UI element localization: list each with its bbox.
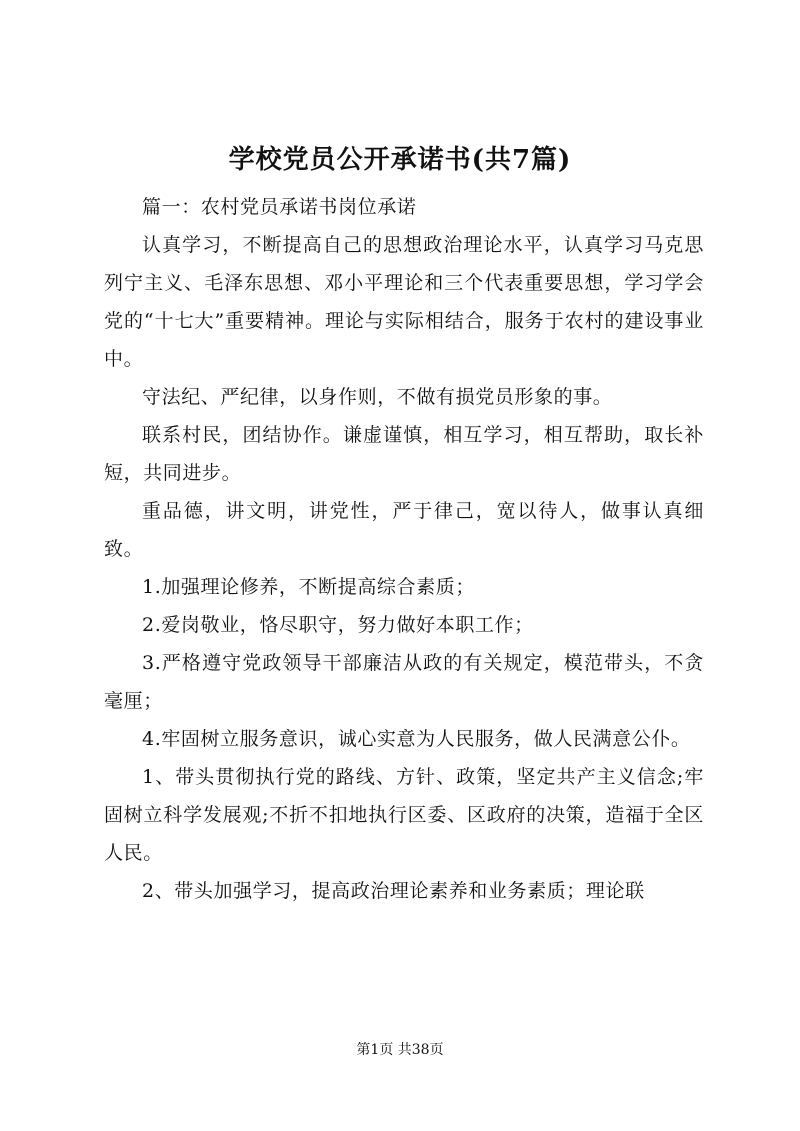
document-title: 学校党员公开承诺书(共7篇): [228, 145, 572, 175]
list-item-4: 4.牢固树立服务意识，诚心实意为人民服务，做人民满意公仆。: [142, 728, 691, 750]
section-heading: 篇一：农村党员承诺书岗位承诺: [142, 196, 417, 218]
commitment-item-2: 2、带头加强学习，提高政治理论素养和业务素质；理论联: [142, 880, 645, 902]
paragraph-villagers: 联系村民，团结协作。谦虚谨慎，相互学习，相互帮助，取长补短，共同进步。: [104, 424, 704, 484]
page-number: 第1页 共38页: [356, 1042, 444, 1058]
paragraph-morality: 重品德，讲文明，讲党性，严于律己，宽以待人，做事认真细致。: [104, 500, 704, 560]
paragraph-discipline: 守法纪、严纪律，以身作则，不做有损党员形象的事。: [142, 386, 613, 408]
list-item-1: 1.加强理论修养，不断提高综合素质；: [142, 576, 475, 598]
document-body: [104, 188, 704, 910]
commitment-item-1: 1、带头贯彻执行党的路线、方针、政策，坚定共产主义信念;牢固树立科学发展观;不折不扣地执行区委、区政府的决策，造福于全区人民。: [104, 766, 704, 864]
list-item-3: 3.严格遵守党政领导干部廉洁从政的有关规定，模范带头，不贪毫厘；: [104, 652, 704, 712]
paragraph-study: 认真学习，不断提高自己的思想政治理论水平，认真学习马克思列宁主义、毛泽东思想、邓小平理论和三个代表重要思想，学习学会党的“十七大”重要精神。理论与实际相结合，服务于农村的建设事业中。: [104, 234, 704, 370]
list-item-2: 2.爱岗敬业，恪尽职守，努力做好本职工作；: [142, 614, 534, 636]
